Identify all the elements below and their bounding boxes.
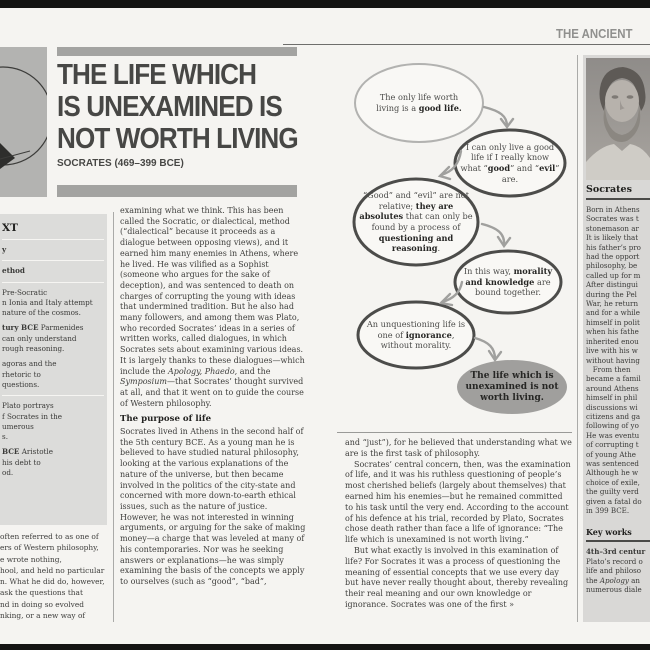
flowchart-text-divider bbox=[337, 432, 572, 433]
biography-line: philosophy, be bbox=[586, 261, 638, 271]
key-works-line: numerous diale bbox=[586, 585, 642, 595]
bubble-label: I can only live a good life if I really know what “good” and “evil” are. bbox=[460, 141, 560, 184]
title-bar-top bbox=[57, 47, 297, 56]
biography-line: when his fathe bbox=[586, 327, 639, 337]
title-line-3: NOT WORTH LIVING bbox=[57, 123, 298, 155]
illustration-graphic bbox=[0, 47, 47, 197]
bubble-label: “Good” and “evil” are not relative; they are absolutes that can only be found by a process of questioning and reasoning. bbox=[359, 190, 473, 254]
bubble-label: The life which is unexamined is not worth living. bbox=[465, 370, 559, 403]
face bbox=[605, 80, 639, 122]
biography-line: stonemason ar bbox=[586, 223, 639, 233]
biography-panel bbox=[583, 55, 650, 622]
socrates-portrait bbox=[586, 58, 650, 180]
context-line: XT bbox=[2, 222, 18, 234]
context-line: n Ionia and Italy attempt bbox=[2, 297, 93, 307]
bottom-black-bar bbox=[0, 644, 650, 650]
left-eye bbox=[612, 95, 619, 99]
biography-line: in 399 BCE. bbox=[586, 506, 630, 515]
biography-line: Born in Athens bbox=[586, 205, 640, 214]
body-column-2 bbox=[120, 206, 306, 588]
body-paragraph: Socrates’ central concern, then, was the examination of life, and it was his ruthless questioning of people’s most cherished beliefs (largely about themselves) that earned him his enemies—but he remained committed to his task until the very end. According to the account of his defence at his trial, recorded by Plato, Socrates chose death rather than face a life of ignorance: “The life which is unexamined is not worth living.” bbox=[345, 459, 571, 545]
argument-flowchart bbox=[337, 55, 577, 427]
flowchart-bubble-6 bbox=[462, 361, 562, 413]
biography-line: From then bbox=[586, 364, 631, 374]
flowchart-bubble-2 bbox=[460, 130, 560, 196]
flowchart-bubble-3 bbox=[358, 180, 474, 264]
biography-line: around Athens bbox=[586, 383, 639, 393]
body-paragraph: Socrates lived in Athens in the second half of the 5th century BCE. As a young man he is believed to have studied natural philosophy, looking at the various explanations of the nature of the universe, but then became involved in the politics of the city-state and concerned with more down-to-earth ethical issues, such as the nature of justice. However, he was not interested in winning arguments, or arguing for the sake of making money—a charge that was leveled at many of his contemporaries. Nor was he seeking answers or explanations—he was simply examining the basis of the concepts we apply to ourselves (such as “good”, “bad”, bbox=[120, 427, 306, 586]
biography-line: following of yo bbox=[586, 421, 639, 431]
key-works-line: Plato’s record o bbox=[586, 556, 643, 566]
biography-line: live with his w bbox=[586, 346, 638, 356]
body-paragraph: But what exactly is involved in this examination of life? For Socrates it was a process of questioning the meaning of essential concepts that we use every day but have never really thought about, thereby revealing their real meaning and our own knowledge or ignorance. Socrates was one of the first » bbox=[345, 545, 569, 609]
context-line: rough reasoning. bbox=[2, 344, 65, 354]
running-head-rule bbox=[283, 44, 650, 45]
biography-line: during the Pel bbox=[586, 289, 637, 299]
context-rule bbox=[2, 282, 104, 283]
key-works-rule bbox=[586, 540, 650, 542]
biography-line: himself in polit bbox=[586, 317, 640, 327]
context-line: Plato portrays bbox=[2, 401, 54, 411]
context-line: questions. bbox=[2, 379, 40, 389]
biography-line: It is likely that bbox=[586, 233, 639, 243]
biography-line: discussions wi bbox=[586, 402, 638, 412]
text-line: ask the questions that bbox=[0, 588, 83, 598]
flowchart-bubble-5 bbox=[364, 304, 468, 366]
body-paragraph: and “just”), for he believed that understanding what we are is the first task of philosophy. bbox=[345, 438, 572, 458]
text-line: e wrote nothing, bbox=[0, 554, 62, 564]
context-line: BCE Aristotle bbox=[2, 447, 53, 457]
biography-line: citizens and ga bbox=[586, 411, 641, 421]
title-block bbox=[57, 47, 298, 169]
biography-line: his father’s pro bbox=[586, 242, 641, 252]
biography-line: of corrupting t bbox=[586, 440, 639, 450]
biography-line: War, he return bbox=[586, 299, 639, 309]
body-column-1 bbox=[0, 531, 112, 621]
biography-line: became a famil bbox=[586, 374, 641, 384]
top-black-bar bbox=[0, 0, 650, 8]
context-line: his debt to bbox=[2, 457, 41, 467]
bubble-label: An unquestioning life is one of ignorance, without morality. bbox=[366, 319, 466, 351]
biography-line: of young Athe bbox=[586, 449, 636, 459]
context-line: ethod bbox=[2, 266, 25, 276]
context-line: s. bbox=[2, 432, 8, 442]
running-head: THE ANCIENT bbox=[556, 26, 633, 41]
chapter-illustration bbox=[0, 47, 47, 197]
biography-rule bbox=[586, 198, 650, 200]
key-works-line: life and philoso bbox=[586, 566, 642, 576]
biography-line: Although he w bbox=[586, 468, 639, 478]
key-works-text bbox=[586, 547, 650, 594]
title-line-2: IS UNEXAMINED IS bbox=[57, 91, 282, 123]
body-column-3 bbox=[345, 438, 573, 611]
biography-line: given a fatal do bbox=[586, 496, 642, 506]
biography-line: After distingui bbox=[586, 280, 638, 290]
key-works-line: 4th–3rd centur bbox=[586, 547, 646, 557]
context-line: can only understand bbox=[2, 333, 77, 343]
context-line: y bbox=[2, 245, 7, 254]
title-line-1: THE LIFE WHICH bbox=[57, 59, 257, 91]
context-line: agoras and the bbox=[2, 359, 57, 369]
bubble-label: In this way, morality and knowledge are bound together. bbox=[463, 266, 553, 298]
text-line: n. What he did do, however, bbox=[0, 577, 105, 587]
biography-line: and for a while bbox=[586, 308, 640, 318]
key-works-heading: Key works bbox=[586, 527, 632, 538]
biography-line: was sentenced bbox=[586, 458, 639, 468]
biography-line: himself in phil bbox=[586, 393, 638, 403]
context-rule bbox=[2, 395, 104, 396]
key-works-line: the Apology an bbox=[586, 575, 640, 585]
flowchart-bubble-1 bbox=[371, 73, 467, 133]
column-divider-left bbox=[113, 212, 114, 622]
biography-text bbox=[586, 205, 650, 515]
context-line: Pre-Socratic bbox=[2, 287, 48, 297]
text-line: nking, or a new way of bbox=[0, 611, 86, 621]
text-line: hool, and held no particular bbox=[0, 565, 105, 575]
biography-line: Socrates was t bbox=[586, 214, 639, 224]
context-line: tury BCE Parmenides bbox=[2, 323, 84, 333]
text-line: ers of Western philosophy, bbox=[0, 543, 99, 553]
text-line: often referred to as one of bbox=[0, 532, 99, 541]
context-line: umerous bbox=[2, 421, 34, 431]
title-bar-bottom bbox=[57, 185, 297, 197]
biography-line: the guilty verd bbox=[586, 487, 639, 497]
context-line: f Socrates in the bbox=[2, 411, 63, 421]
section-heading: The purpose of life bbox=[120, 414, 212, 425]
page-title bbox=[57, 59, 298, 155]
biography-line: called up for m bbox=[586, 270, 641, 280]
bubble-label: The only life worth living is a good life. bbox=[376, 92, 462, 113]
context-line: nature of the cosmos. bbox=[2, 308, 81, 318]
context-rule bbox=[2, 260, 104, 261]
context-rule bbox=[2, 239, 104, 240]
biography-line: choice of exile, bbox=[586, 477, 640, 487]
biography-line: inherited enou bbox=[586, 336, 639, 346]
biography-line: without having bbox=[586, 355, 640, 365]
context-line: od. bbox=[2, 468, 14, 478]
column-divider-right bbox=[577, 55, 578, 622]
title-subtitle: SOCRATES (469–399 BCE) bbox=[57, 157, 184, 169]
body-paragraph: examining what we think. This has been called the Socratic, or dialectical, method (“dialectical” because it proceeds as a dialogue between opposing views), and it earned him many enemies in Athens, where he lived. He was vilified as a Sophist (someone who argues for the sake of deception), and was sentenced to death on charges of corrupting the young with ideas that undermined tradition. But he also had many followers, and among them was Plato, who recorded Socrates’ ideas in a series of written works, called dialogues, in which Socrates sets about examining various ideas. It is largely thanks to these dialogues—which include the Apology, Phaedo, and the Symposium—that Socrates’ thought survived at all, and that it went on to guide the course of Western philosophy. bbox=[120, 206, 305, 408]
biography-name: Socrates bbox=[586, 184, 632, 195]
context-line: rhetoric to bbox=[2, 369, 41, 379]
flowchart-bubble-4 bbox=[459, 253, 557, 311]
biography-line: He was eventu bbox=[586, 430, 640, 440]
right-eye bbox=[627, 95, 634, 99]
text-line: nd in doing so evolved bbox=[0, 599, 84, 609]
in-context-panel bbox=[0, 214, 107, 525]
biography-line: had the opport bbox=[586, 252, 640, 262]
